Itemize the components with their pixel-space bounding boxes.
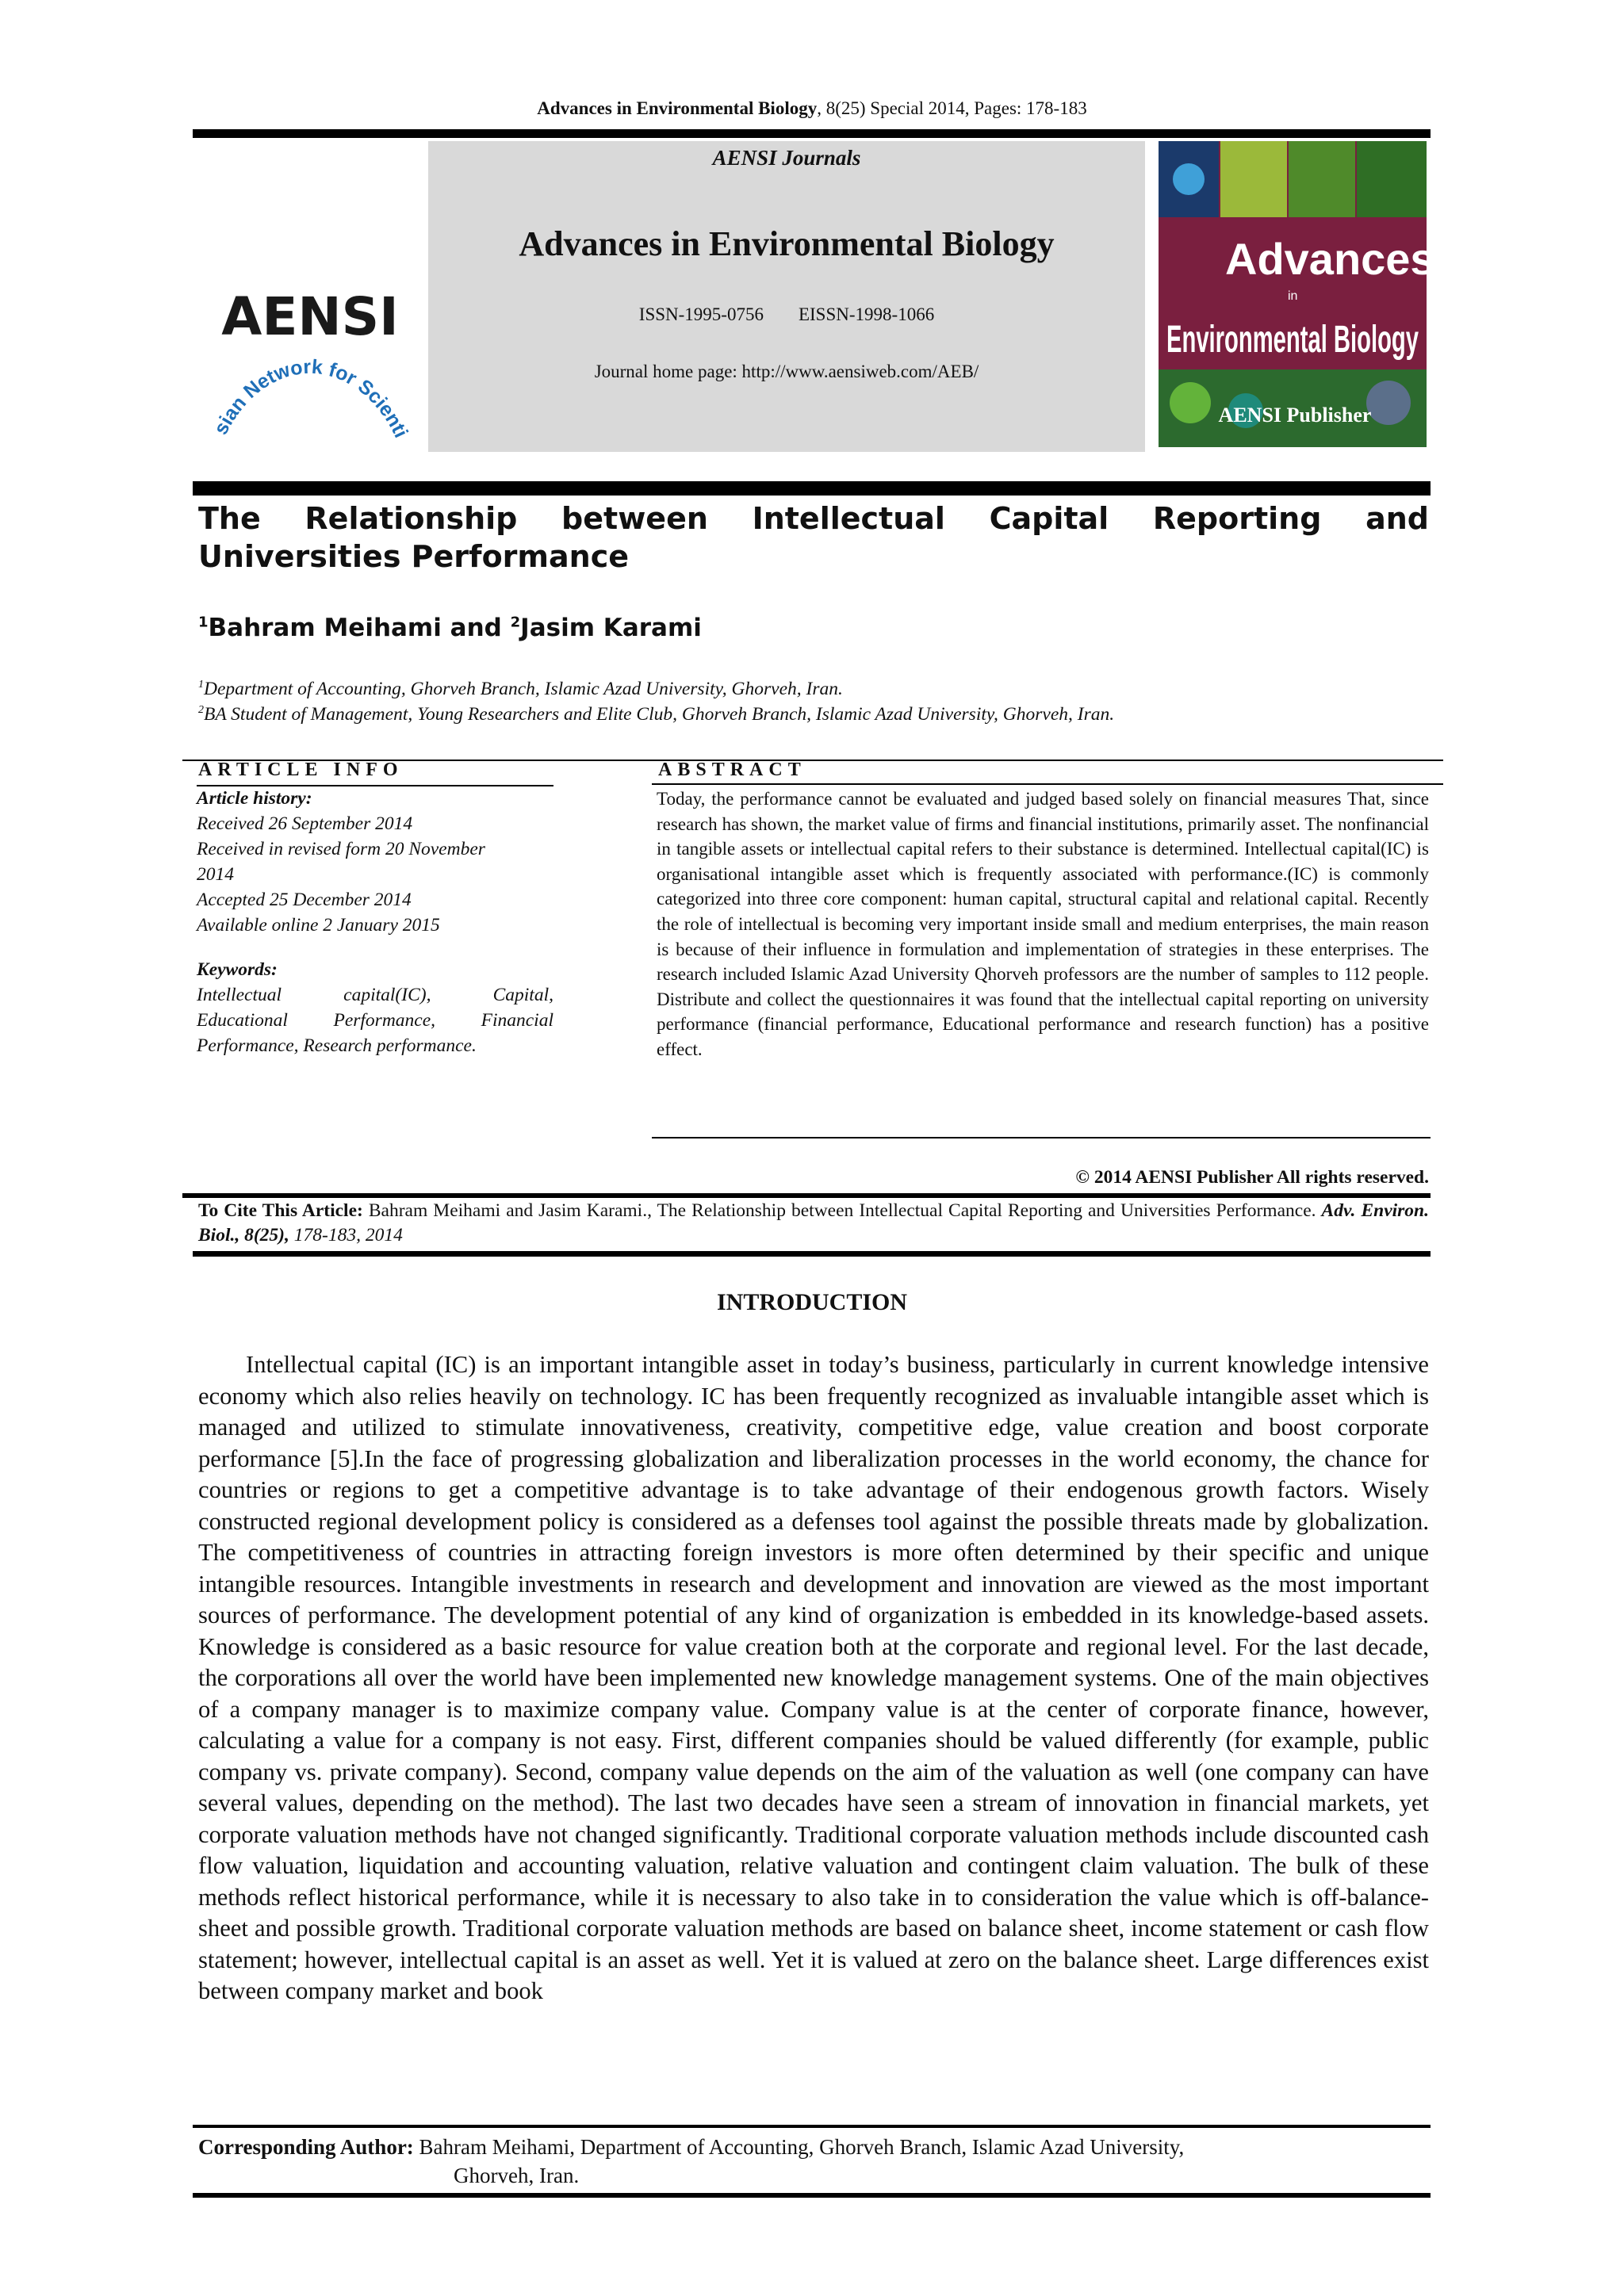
corresponding-text: Bahram Meihami, Department of Accounting, Ghorveh Branch, Islamic Azad University, [413,2135,1185,2159]
keywords-label: Keywords: [197,959,278,980]
eissn: EISSN-1998-1066 [798,304,935,324]
cover-graphic [1159,141,1435,447]
cover-publisher: AENSI Publisher [1218,404,1372,427]
introduction-body [198,1349,1429,2007]
cite-bottom-rule [193,1251,1431,1257]
publisher-series: AENSI Journals [712,146,861,170]
cover-title-line3: Environmental Biology [1166,319,1419,361]
running-header-volume: , 8(25) Special 2014, Pages: 178-183 [817,98,1087,118]
affil2-sup: 2 [198,704,204,717]
keywords-line-1: Intellectual capital(IC), Capital, [197,985,553,1005]
author1-sup: 1 [198,614,209,631]
corresponding-text-2: Ghorveh, Iran. [454,2164,580,2187]
abstract-head-rule [652,783,1443,785]
article-info-heading: ARTICLE INFO [198,760,404,780]
running-header [0,98,1624,119]
author2: Jasim Karami [520,614,702,642]
received-date: Received 26 September 2014 [197,813,413,834]
affil1-text: Department of Accounting, Ghorveh Branch, Islamic Azad University, Ghorveh, Iran. [204,679,843,699]
logo-arc-text: sian Network for Scienti [209,355,412,442]
journal-cover [1159,141,1435,447]
corresponding-label: Corresponding Author: [198,2135,414,2159]
affiliation-2 [198,704,1114,725]
cover-title-line1: Advances [1225,234,1435,284]
cite-text: Bahram Meihami and Jasim Karami., The Relationship between Intellectual Capital Reporting and Universities Performance. [362,1200,1322,1221]
affil2-text: BA Student of Management, Young Researchers and Elite Club, Ghorveh Branch, Islamic Azad University, Ghorveh, Iran. [204,704,1115,725]
issn-line [428,304,1145,325]
abstract-heading: ABSTRACT [658,760,806,780]
article-info-head-rule [197,785,553,786]
issn: ISSN-1995-0756 [638,304,764,324]
keywords-line-3: Performance, Research performance. [197,1035,477,1056]
abstract-bottom-rule [652,1137,1431,1138]
accepted-date: Accepted 25 December 2014 [197,890,412,910]
journal-banner [428,141,1145,452]
paper-title: The Relationship between Intellectual Capital Reporting and Universities Performance [198,501,1429,574]
header-rule [193,129,1431,138]
affil1-sup: 1 [198,679,204,691]
running-header-journal: Advances in Environmental Biology [537,98,818,118]
revised-date-1: Received in revised form 20 November [197,839,485,859]
journal-title: Advances in Environmental Biology [519,224,1055,263]
introduction-heading: INTRODUCTION [716,1289,908,1315]
corresponding-author [198,2133,1429,2190]
cite-journal-ref: Adv. Environ. Biol., 8(25), [198,1200,1429,1246]
journal-home-page[interactable]: Journal home page: http://www.aensiweb.com/AEB/ [594,362,979,381]
aensi-logo-graphic [193,144,427,452]
copyright-notice: © 2014 AENSI Publisher All rights reserved. [1075,1167,1429,1188]
abstract-text: Today, the performance cannot be evaluated and judged based solely on financial measures That, since research has shown, the market value of firms and financial institutions, primarily asset. The nonfinancial in tangible assets or intellectual capital refers to their substance is determined. Intellectual capital(IC) is organisational intangible asset which is frequently associated with performance.(IC) is commonly categorized into three core component: human capital, structural capital and relational capital. Recently the role of intellectual is becoming very important inside small and medium enterprises, the main reason is because of their influence in formulation and implementation of strategies in these enterprises. The research included Islamic Azad University Qhorveh professors are the number of samples to 112 people. Distribute and collect the questionnaires it was found that the intellectual capital reporting on university performance (financial performance, Educational performance and research function) has a positive effect. [657,789,1429,1059]
logo-word: AENSI [221,286,399,347]
cite-top-rule [182,1193,1431,1198]
footnote-bottom-rule [193,2193,1431,2198]
cite-this-article [198,1199,1429,1248]
cite-label: To Cite This Article: [198,1200,363,1221]
cover-title-line2: in [1288,289,1298,303]
history-label: Article history: [197,788,312,809]
revised-date-2: 2014 [197,864,234,885]
online-date: Available online 2 January 2015 [197,915,440,936]
title-top-rule [193,481,1431,496]
aensi-logo [193,144,427,452]
cite-pages: 178-183, 2014 [289,1225,403,1246]
keywords-line-2: Educational Performance, Financial [197,1010,553,1031]
introduction-text: Intellectual capital (IC) is an important intangible asset in today’s business, particularly in current knowledge intensive economy which also relies heavily on technology. IC has been frequently recognized as invaluable intangible asset which is managed and utilized to stimulate innovativeness, creativity, competitive edge, value creation and boost corporate performance [5].In the face of progressing globalization and liberalization processes in the world economy, the chance for countries or regions to get a competitive advantage is to take advantage of their endogenous growth factors. Wisely constructed regional development policy is considered as a defenses tool against the possible threats made by globalization. The competitiveness of countries in attracting foreign investors is more often determined by their specific and unique intangible resources. Intangible investments in research and development and innovation are viewed as the most important sources of performance. The development potential of any kind of organization is embedded in its knowledge-based assets. Knowledge is considered as a basic resource for value creation both at the corporate and regional level. For the last decade, the corporations all over the world have been implemented new knowledge management systems. One of the main objectives of a company manager is to maximize company value. Company value is at the center of corporate finance, however, calculating a value for a company is not easy. First, different companies should be valued differently (for example, public company vs. private company). Second, company value depends on the aim of the valuation as well (one company can have several values, depending on the method). The last two decades have seen a stream of innovation in financial markets, yet corporate valuation methods have not changed significantly. Traditional corporate valuation methods include discounted cash flow valuation, liquidation and accounting valuation, relative valuation and contingent claim valuation. The bulk of these methods reflect historical performance, while it is necessary to also take in to consideration the value which is off-balance-sheet and possible growth. Traditional corporate valuation methods are based on balance sheet, income statement or cash flow statement; however, intellectual capital is an asset as well. Yet it is valued at zero on the balance sheet. Large differences exist between company market and book [198,1351,1429,2004]
author2-sup: 2 [510,614,521,631]
footnote-top-rule [193,2125,1431,2128]
affiliation-1 [198,679,843,700]
authors [198,614,702,642]
author1: Bahram Meihami and [208,614,511,642]
